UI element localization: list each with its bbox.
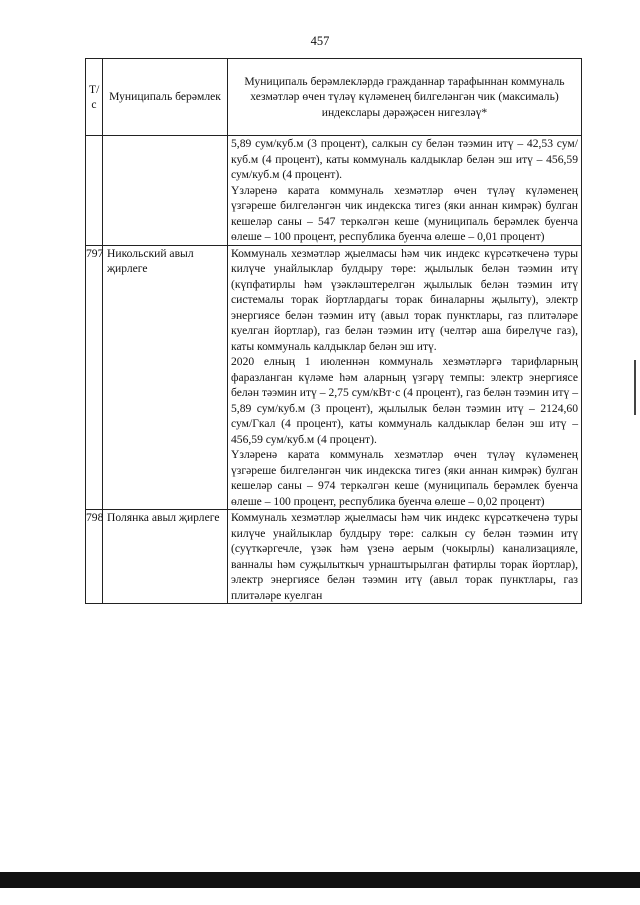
row-municipality xyxy=(103,136,228,246)
row-number: 798 xyxy=(86,510,103,604)
row-description xyxy=(228,245,582,510)
scan-bottom-bar xyxy=(0,872,640,888)
description-paragraph: Үзләренә карата коммуналь хезмәтләр өчен түләү күләменең үзгәреше билгеләнгән чик индекска тигез (яки аннан кимрәк) булган кешеләр саны – 547 теркәлгән кеше (муниципаль берәмлек буенча өлеше – 100 процент, республика буенча өлеше – 0,01 процент) xyxy=(231,183,578,243)
row-number: 797 xyxy=(86,245,103,510)
description-paragraph: Коммуналь хезмәтләр җыелмасы һәм чик индекс күрсәткеченә туры килүче унайлыклар булдыру төре: җылылык белән тәэмин итү (күпфатирлы һәм үзәкләштерелгән җылылык белән тәэмин итү системалы торак йортлардагы торак биналарны җылыту), электр энергиясе белән тәэмин итү (авыл торак пунктлары, газ плитәләре куелган йортлар), газ белән тәэмин итү (челтәр аша бирелүче газ), каты коммуналь калдыклар белән эш итү. xyxy=(231,246,578,353)
row-number xyxy=(86,136,103,246)
header-description: Муниципаль берәмлекләрдә гражданнар тарафыннан коммуналь хезмәтләр өчен түләү күләменең билгеләнгән чик (максималь) индекслары дәрәҗәсен нигезләү* xyxy=(228,59,582,136)
table-header-row xyxy=(86,59,582,136)
header-no: Т/с xyxy=(86,59,103,136)
header-municipality: Муниципаль берәмлек xyxy=(103,59,228,136)
row-municipality: Никольский авыл җирлеге xyxy=(103,245,228,510)
table-row xyxy=(86,245,582,510)
row-description xyxy=(228,136,582,246)
table-row xyxy=(86,510,582,604)
description-paragraph: Коммуналь хезмәтләр җыелмасы һәм чик индекс күрсәткеченә туры килүче унайлыклар булдыру төре: салкын су белән тәэмин итү (суүткәргечле, үзәк һәм үзенә аерым (чокырлы) канализацияле, ванналы һәм суҗылыткыч урнаштырылган фатирлы торак йортлар), электр энергиясе белән тәэмин итү (авыл торак пунктлары, газ плитәләре куелган xyxy=(231,511,578,602)
description-paragraph: 2020 елның 1 июленнән коммуналь хезмәтләргә тарифларның фаразланган күләме һәм аларның үзгәрү темпы: электр энергиясе белән тәэмин итү – 2,75 сум/кВт·с (4 процент), газ белән тәэмин итү – 5,89 сум/куб.м (3 процент), җылылык белән тәэмин итү – 2124,60 сум/Гкал (4 процент), каты коммуналь калдыклар белән эш итү – 456,59 сум/куб.м (4 процент). xyxy=(231,355,578,446)
municipal-table xyxy=(85,58,582,604)
row-description xyxy=(228,510,582,604)
table-row xyxy=(86,136,582,246)
page-number: 457 xyxy=(310,34,330,48)
row-municipality: Полянка авыл җирлеге xyxy=(103,510,228,604)
description-paragraph: 5,89 сум/куб.м (3 процент), салкын су белән тәэмин итү – 42,53 сум/куб.м (4 процент), каты коммуналь калдыклар белән эш итү – 456,59 сум/куб.м (4 процент). xyxy=(231,137,578,181)
scan-edge-mark xyxy=(634,360,636,415)
description-paragraph: Үзләренә карата коммуналь хезмәтләр өчен түләү күләменең үзгәреше билгеләнгән чик индекска тигез (яки аннан кимрәк) булган кешеләр саны – 974 теркәлгән кеше (муниципаль берәмлек буенча өлеше – 100 процент, республика буенча өлеше – 0,02 процент) xyxy=(231,448,578,508)
